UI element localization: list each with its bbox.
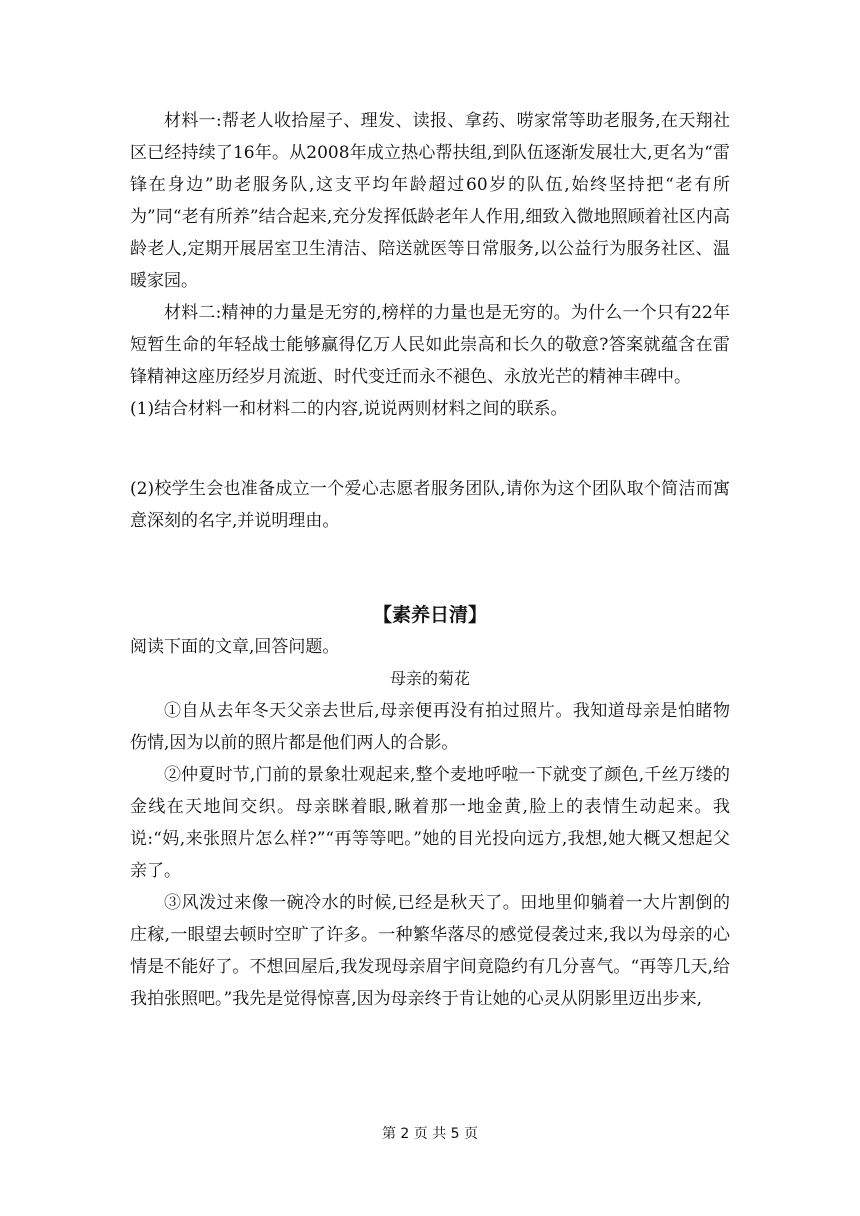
question-one: (1)结合材料一和材料二的内容,说说两则材料之间的联系。 (130, 399, 568, 419)
page-footer: 第 2 页 共 5 页 (381, 1126, 479, 1142)
article-paragraph: ①自从去年冬天父亲去世后,母亲便再没有拍过照片。我知道母亲是怕睹物伤情,因为以前的照片都是他们两人的合影。 (130, 701, 730, 753)
page-content (130, 105, 730, 1015)
article-paragraph: ③风泼过来像一碗冷水的时候,已经是秋天了。田地里仰躺着一大片割倒的庄稼,一眼望去顿时空旷了许多。一种繁华落尽的感觉侵袭过来,我以为母亲的心情是不能好了。不想回屋后,我发现母亲眉宇间竟隐约有几分喜气。“再等几天,给我拍张照吧。”我先是觉得惊喜,因为母亲终于肯让她的心灵从阴影里迈出步来, (130, 893, 730, 1009)
section-title: 【素养日清】 (372, 604, 487, 626)
material-one: 材料一:帮老人收拾屋子、理发、读报、拿药、唠家常等助老服务,在天翔社区已经持续了16年。从2008年成立热心帮扶组,到队伍逐渐发展壮大,更名为“雷锋在身边”助老服务队,这支平均年龄超过60岁的队伍,始终坚持把“老有所为”同“老有所养”结合起来,充分发挥低龄老年人作用,细致入微地照顾着社区内高龄老人,定期开展居室卫生清洁、陪送就医等日常服务,以公益行为服务社区、温暖家园。 (130, 111, 730, 291)
article-title: 母亲的菊花 (389, 669, 470, 688)
material-two: 材料二:精神的力量是无穷的,榜样的力量也是无穷的。为什么一个只有22年短暂生命的年轻战士能够赢得亿万人民如此崇高和长久的敬意?答案就蕴含在雷锋精神这座历经岁月流逝、时代变迁而永不褪色、永放光芒的精神丰碑中。 (130, 303, 730, 387)
answer-space-two (130, 537, 730, 599)
reading-instruction: 阅读下面的文章,回答问题。 (130, 637, 340, 657)
article-paragraph: ②仲夏时节,门前的景象壮观起来,整个麦地呼啦一下就变了颜色,千丝万缕的金线在天地间交织。母亲眯着眼,瞅着那一地金黄,脸上的表情生动起来。我说:“妈,来张照片怎么样?”“再等等吧。”她的目光投向远方,我想,她大概又想起父亲了。 (130, 765, 730, 881)
question-two: (2)校学生会也准备成立一个爱心志愿者服务团队,请你为这个团队取个简洁而寓意深刻的名字,并说明理由。 (130, 479, 730, 531)
answer-space-one (130, 425, 730, 473)
